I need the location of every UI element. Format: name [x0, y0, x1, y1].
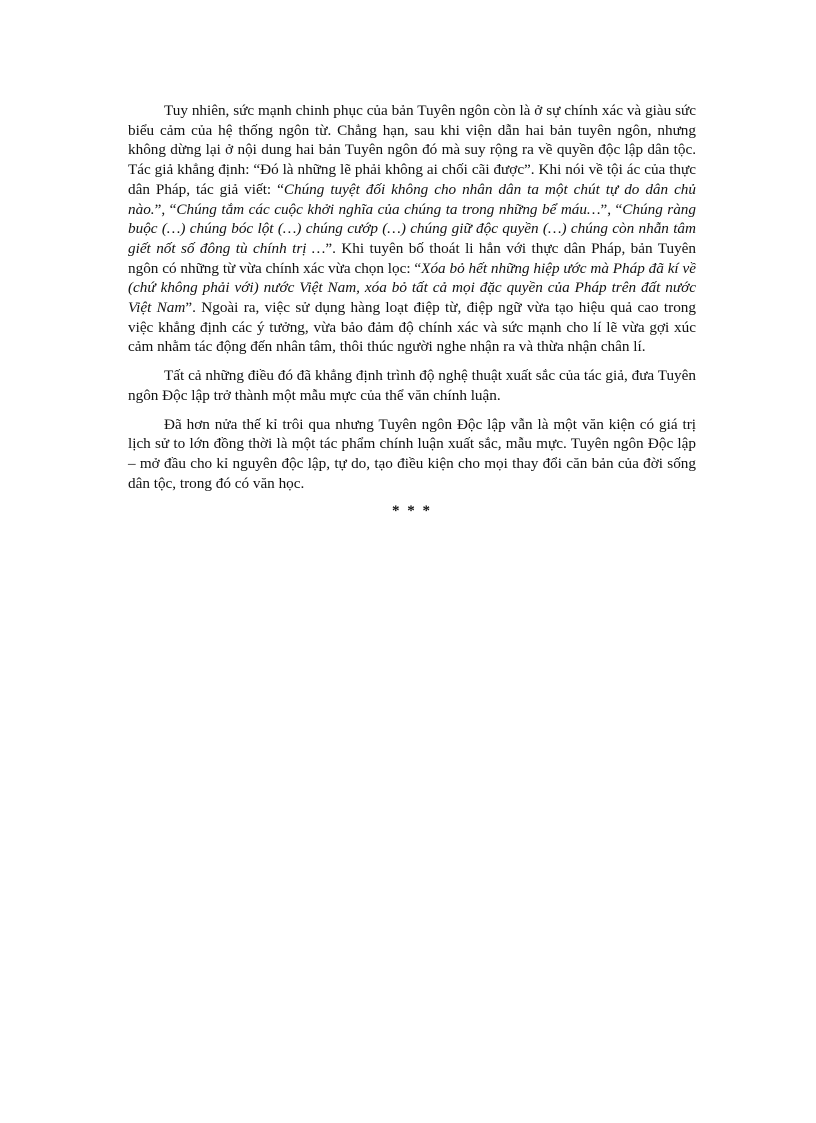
section-separator: * * *	[392, 503, 432, 520]
quote-exploitation: Chúng ràng buộc (…) chúng bóc lột (…) chúng cướp (…) chúng giữ độc quyền (…) chúng còn nhẫn tâm giết nốt số đông tù chính trị …	[128, 200, 696, 257]
paragraph-artistic-mastery	[128, 366, 696, 405]
quote-abolish-treaties: Xóa bỏ hết những hiệp ước mà Pháp đã kí về (chứ không phải với) nước Việt Nam, xóa bỏ tất cả mọi đặc quyền của Pháp trên đất nước Việt Nam	[128, 259, 696, 317]
para1-text-2: ”, “	[154, 200, 177, 218]
quote-no-freedom: Chúng tuyệt đối không cho nhân dân ta một chút tự do dân chủ nào.	[128, 180, 696, 218]
paragraph-conclusion	[128, 415, 696, 494]
para1-text-1: Tuy nhiên, sức mạnh chinh phục của bản Tuyên ngôn còn là ở sự chính xác và giàu sức biểu cảm của hệ thống ngôn từ. Chẳng hạn, sau khi viện dẫn hai bản tuyên ngôn, nhưng không dừng lại ở nội dung hai bản Tuyên ngôn đó mà suy rộng ra về quyền độc lập dân tộc. Tác giả khẳng định: “Đó là những lẽ phải không ai chối cãi được”. Khi nói về tội ác của thực dân Pháp, tác giả viết: “	[128, 102, 696, 198]
para1-text-5: ”. Ngoài ra, việc sử dụng hàng loạt điệp từ, điệp ngữ vừa tạo hiệu quả cao trong việc khẳng định các ý tưởng, vừa bảo đảm độ chính xác và sức mạnh cho lí lẽ vừa gợi xúc cảm nhằm tác động đến nhân tâm, thôi thúc người nghe nhận ra và thừa nhận chân lí.	[128, 299, 696, 356]
document-body	[128, 101, 696, 522]
para2-text: Tất cả những điều đó đã khẳng định trình độ nghệ thuật xuất sắc của tác giả, đưa Tuyên ngôn Độc lập trở thành một mẫu mực của thể văn chính luận.	[128, 367, 696, 404]
para1-text-4: ”. Khi tuyên bố thoát li hẳn với thực dân Pháp, bản Tuyên ngôn có những từ vừa chính xác vừa chọn lọc: “	[128, 239, 697, 277]
para1-text-3: ”, “	[600, 200, 623, 218]
paragraph-language-precision	[128, 101, 696, 357]
para3-text: Đã hơn nửa thế kỉ trôi qua nhưng Tuyên ngôn Độc lập vẫn là một văn kiện có giá trị lịch sử to lớn đồng thời là một tác phẩm chính luận xuất sắc, mẫu mực. Tuyên ngôn Độc lập – mở đầu cho kỉ nguyên độc lập, tự do, tạo điều kiện cho mọi thay đổi căn bản của đời sống dân tộc, trong đó có văn học.	[128, 415, 696, 492]
quote-blood-baths: Chúng tắm các cuộc khởi nghĩa của chúng ta trong những bể máu…	[176, 200, 601, 218]
